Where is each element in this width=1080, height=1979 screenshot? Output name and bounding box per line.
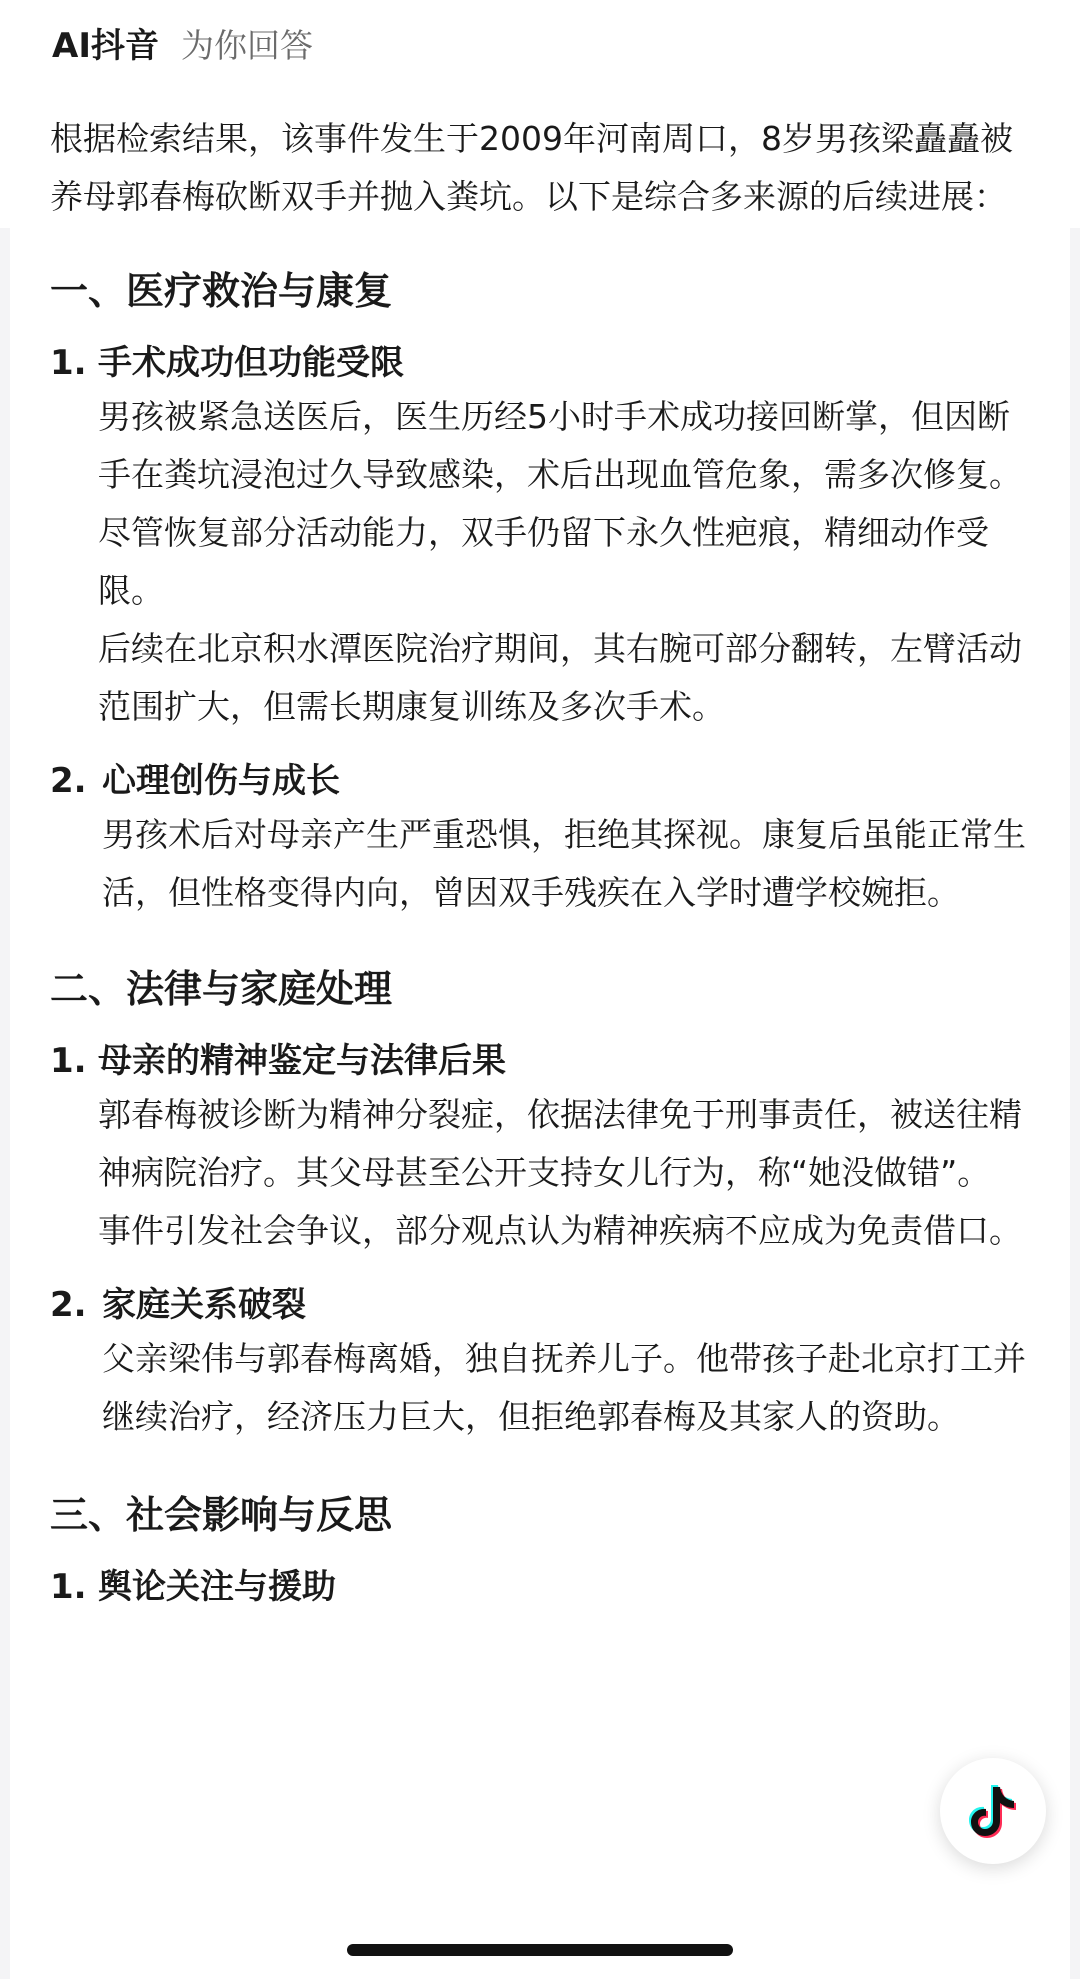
item-title: 舆论关注与援助: [98, 1567, 336, 1607]
item-paragraph: 后续在北京积水潭医院治疗期间，其右腕可部分翻转，左臂活动范围扩大，但需长期康复训练及多次手术。: [98, 629, 1022, 726]
home-indicator[interactable]: [347, 1944, 733, 1956]
item-title: 母亲的精神鉴定与法律后果: [98, 1041, 506, 1081]
header-subtitle: 为你回答: [180, 26, 313, 65]
item-title: 手术成功但功能受限: [98, 343, 404, 383]
answer-content: [50, 110, 1040, 1612]
item-paragraph: 男孩被紧急送医后，医生历经5小时手术成功接回断掌，但因断手在粪坑浸泡过久导致感染，术后出现血管危象，需多次修复。尽管恢复部分活动能力，双手仍留下永久性疤痕，精细动作受限。: [98, 397, 1022, 610]
item-paragraph: 男孩术后对母亲产生严重恐惧，拒绝其探视。康复后虽能正常生活，但性格变得内向，曾因双手残疾在入学时遭学校婉拒。: [102, 815, 1026, 912]
brand-title: AI抖音: [52, 26, 159, 66]
section-title: 二、法律与家庭处理: [50, 967, 393, 1011]
item-paragraph: 事件引发社会争议，部分观点认为精神疾病不应成为免责借口。: [98, 1211, 1022, 1250]
item-title: 心理创伤与成长: [102, 761, 340, 801]
list-number: 2.: [50, 761, 87, 801]
item-paragraph: 父亲梁伟与郭春梅离婚，独自抚养儿子。他带孩子赴北京打工并继续治疗，经济压力巨大，但拒绝郭春梅及其家人的资助。: [102, 1339, 1026, 1436]
list-number: 1.: [50, 343, 87, 383]
list-number: 1.: [50, 1041, 87, 1081]
tiktok-float-button[interactable]: [940, 1758, 1046, 1864]
item-paragraph: 郭春梅被诊断为精神分裂症，依据法律免于刑事责任，被送往精神病院治疗。其父母甚至公开支持女儿行为，称“她没做错”。: [98, 1095, 1022, 1192]
item-title: 家庭关系破裂: [102, 1285, 306, 1325]
list-item: [50, 1562, 1040, 1612]
list-number: 1.: [50, 1567, 87, 1607]
section-title: 三、社会影响与反思: [50, 1493, 393, 1537]
section-title: 一、医疗救治与康复: [50, 269, 393, 313]
list-item: [50, 1280, 1040, 1446]
list-item: [50, 338, 1040, 736]
list-number: 2.: [50, 1285, 87, 1325]
intro-paragraph: 根据检索结果，该事件发生于2009年河南周口，8岁男孩梁矗矗被养母郭春梅砍断双手并抛入粪坑。以下是综合多来源的后续进展：: [50, 119, 1013, 216]
list-item: [50, 1036, 1040, 1260]
app-header: [52, 18, 313, 67]
tiktok-logo-icon: [967, 1783, 1019, 1839]
list-item: [50, 756, 1040, 922]
